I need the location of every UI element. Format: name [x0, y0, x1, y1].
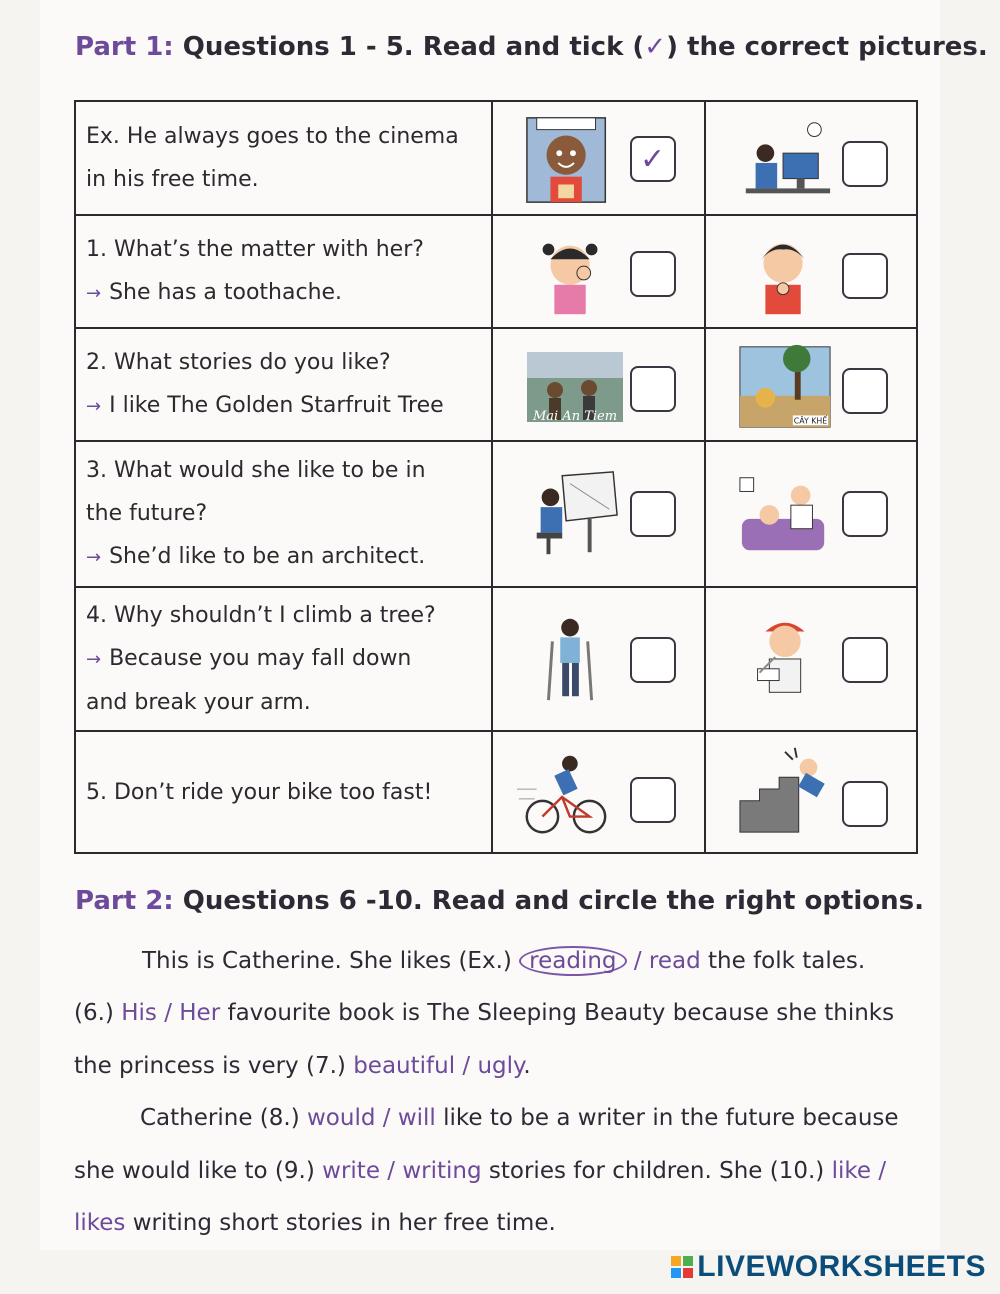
option-word[interactable]: would	[307, 1105, 376, 1131]
option-word[interactable]: Her	[179, 1000, 221, 1026]
part1-label: Part 1:	[75, 32, 174, 62]
question-text	[75, 587, 492, 731]
option-word[interactable]: beautiful	[353, 1053, 456, 1079]
question-line: Ex. He always goes to the cinema	[86, 124, 459, 149]
option-cell-right	[705, 731, 917, 853]
arrow-icon: →	[86, 649, 102, 670]
option-cell-left	[492, 587, 704, 731]
table-row	[75, 731, 917, 853]
answer-line: → She’d like to be an architect.	[86, 544, 426, 569]
crutches-boy-picture	[523, 613, 621, 703]
cay-khe-story-picture	[736, 342, 834, 432]
tick-box-5-left[interactable]	[630, 777, 676, 823]
part2-label: Part 2:	[75, 886, 174, 916]
passage-line: the princess is very (7.) beautiful / ugly.	[74, 1053, 531, 1079]
passage-line: This is Catherine. She likes (Ex.) reading / read the folk tales.	[142, 948, 866, 974]
arrow-icon: →	[86, 283, 102, 304]
mai-an-tiem-story-picture	[523, 342, 627, 432]
tick-box-1-left[interactable]	[630, 251, 676, 297]
option-cell-left	[492, 328, 704, 441]
tick-box-ex-left[interactable]: ✓	[630, 136, 676, 182]
tick-box-4-right[interactable]	[842, 637, 888, 683]
question-line: 4. Why shouldn’t I climb a tree?	[86, 603, 436, 628]
question-text	[75, 441, 492, 587]
tick-box-2-right[interactable]	[842, 368, 888, 414]
part2-title	[75, 886, 924, 916]
table-row	[75, 101, 917, 215]
part1-instruction: Questions 1 - 5. Read and tick (	[182, 32, 645, 62]
tick-box-ex-right[interactable]	[842, 141, 888, 187]
question-line: 1. What’s the matter with her?	[86, 237, 424, 262]
question-text	[75, 215, 492, 328]
table-row	[75, 328, 917, 441]
part2-instruction: Questions 6 -10. Read and circle the right options.	[182, 886, 925, 916]
computer-man-picture	[736, 115, 834, 205]
option-circled-example[interactable]: reading	[519, 946, 626, 976]
question-text	[75, 328, 492, 441]
story-caption-left: Mai An Tiem	[533, 408, 618, 424]
part1-instruction-end: ) the correct pictures.	[666, 32, 988, 62]
tick-box-3-right[interactable]	[842, 491, 888, 537]
tick-box-5-right[interactable]	[842, 781, 888, 827]
answer-line: → She has a toothache.	[86, 280, 343, 305]
question-line: the future?	[86, 501, 208, 526]
answer-line: → I like The Golden Starfruit Tree	[86, 393, 444, 418]
option-word[interactable]: write	[322, 1158, 380, 1184]
option-cell-left	[492, 731, 704, 853]
question-text	[75, 101, 492, 215]
option-cell-right	[705, 441, 917, 587]
option-word[interactable]: writing	[402, 1158, 482, 1184]
falling-stairs-picture	[736, 745, 834, 835]
passage-line: Catherine (8.) would / will like to be a writer in the future because	[140, 1105, 899, 1131]
option-cell-right	[705, 587, 917, 731]
answer-line: → Because you may fall down	[86, 646, 412, 671]
option-word[interactable]: ugly	[477, 1053, 524, 1079]
liveworksheets-logo	[671, 1250, 986, 1284]
passage-line: (6.) His / Her favourite book is The Sleeping Beauty because she thinks	[74, 1000, 895, 1026]
question-line: in his free time.	[86, 167, 259, 192]
option-cell-left	[492, 441, 704, 587]
passage-line: she would like to (9.) write / writing stories for children. She (10.) like /	[74, 1158, 887, 1184]
story-caption-right: CÂY KHẾ	[793, 415, 827, 425]
part1-title	[75, 32, 988, 62]
tick-box-2-left[interactable]	[630, 366, 676, 412]
architect-picture	[523, 469, 621, 559]
option-cell-left	[492, 101, 704, 215]
table-row	[75, 587, 917, 731]
question-line: 5. Don’t ride your bike too fast!	[86, 779, 433, 805]
nurse-picture	[736, 469, 834, 559]
option-cell-right	[705, 215, 917, 328]
toothache-girl-picture	[523, 229, 621, 319]
tick-box-4-left[interactable]	[630, 637, 676, 683]
broken-arm-boy-picture	[736, 613, 834, 703]
arrow-icon: →	[86, 547, 102, 568]
option-word[interactable]: like	[831, 1158, 872, 1184]
option-word[interactable]: His	[121, 1000, 157, 1026]
question-line: 2. What stories do you like?	[86, 350, 391, 375]
tick-symbol-icon: ✓	[644, 32, 667, 62]
tick-box-3-left[interactable]	[630, 491, 676, 537]
brand-name: LIVEWORKSHEETS	[697, 1250, 986, 1283]
option-cell-right	[705, 101, 917, 215]
table-row	[75, 215, 917, 328]
table-row	[75, 441, 917, 587]
option-cell-right	[705, 328, 917, 441]
question-text	[75, 731, 492, 853]
option-word[interactable]: read	[648, 948, 701, 974]
question-line: and break your arm.	[86, 690, 311, 715]
option-word[interactable]: will	[397, 1105, 436, 1131]
passage-line: likes writing short stories in her free time.	[74, 1210, 556, 1236]
question-line: 3. What would she like to be in	[86, 458, 426, 483]
cinema-boy-picture	[523, 115, 621, 205]
cyclist-picture	[515, 749, 613, 839]
questions-table	[74, 100, 918, 854]
option-word[interactable]: likes	[74, 1210, 126, 1236]
sore-throat-boy-picture	[736, 229, 834, 319]
logo-mark-icon	[671, 1256, 693, 1278]
option-cell-left	[492, 215, 704, 328]
arrow-icon: →	[86, 396, 102, 417]
tick-box-1-right[interactable]	[842, 253, 888, 299]
